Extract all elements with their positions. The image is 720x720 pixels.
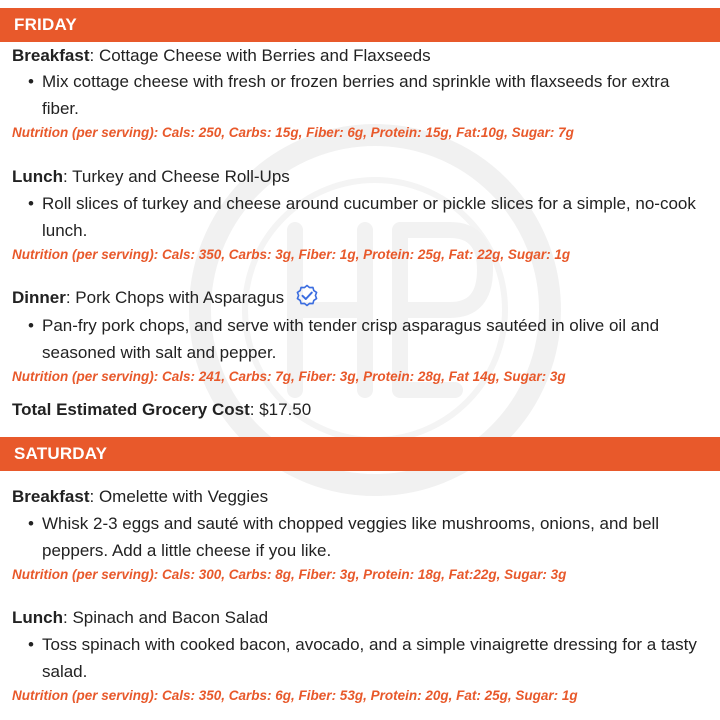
nutrition-saturday-lunch: Nutrition (per serving): Cals: 350, Carbs: 6g, Fiber: 53g, Protein: 20g, Fat: 25g, Sugar: 1g [12, 688, 578, 703]
meal-dish: Pork Chops with Asparagus [75, 288, 285, 307]
verified-check-icon [295, 284, 319, 308]
meal-instruction-saturday-lunch [20, 631, 710, 685]
meal-kind: Breakfast [12, 487, 90, 506]
instruction-text: Roll slices of turkey and cheese around cucumber or pickle slices for a simple, no-cook lunch. [42, 194, 696, 240]
meal-dish: Omelette with Veggies [98, 487, 269, 506]
instruction-text: Pan-fry pork chops, and serve with tender crisp asparagus sautéed in olive oil and seasoned with salt and pepper. [42, 316, 660, 362]
nutrition-friday-lunch: Nutrition (per serving): Cals: 350, Carbs: 3g, Fiber: 1g, Protein: 25g, Fat: 22g, Sugar: 1g [12, 247, 571, 262]
instruction-text: Toss spinach with cooked bacon, avocado, and a simple vinaigrette dressing for a tasty salad. [42, 635, 697, 681]
day-name: FRIDAY [14, 15, 77, 34]
day-header-saturday [0, 437, 720, 471]
meal-kind: Lunch [12, 167, 63, 186]
nutrition-friday-breakfast: Nutrition (per serving): Cals: 250, Carbs: 15g, Fiber: 6g, Protein: 15g, Fat:10g, Sugar: 7g [12, 125, 574, 140]
meal-instruction-friday-breakfast [20, 68, 710, 122]
nutrition-friday-dinner: Nutrition (per serving): Cals: 241, Carbs: 7g, Fiber: 3g, Protein: 28g, Fat 14g, Sugar: 3g [12, 369, 566, 384]
meal-kind: Lunch [12, 608, 63, 627]
bullet-icon: • [28, 194, 34, 213]
instruction-text: Mix cottage cheese with fresh or frozen berries and sprinkle with flaxseeds for extra fiber. [42, 72, 670, 118]
bullet-icon: • [28, 635, 34, 654]
day-name: SATURDAY [14, 444, 108, 463]
bullet-icon: • [28, 72, 34, 91]
meal-kind: Dinner [12, 288, 66, 307]
meal-dish: Spinach and Bacon Salad [72, 608, 269, 627]
total-label: Total Estimated Grocery Cost [12, 400, 250, 419]
meal-title-friday-lunch: Lunch: Turkey and Cheese Roll-Ups [12, 167, 290, 186]
total-value: $17.50 [259, 400, 312, 419]
meal-instruction-saturday-breakfast [20, 510, 710, 564]
meal-instruction-friday-lunch [20, 190, 710, 244]
total-grocery-cost: Total Estimated Grocery Cost: $17.50 [12, 400, 312, 419]
meal-title-friday-dinner: Dinner: Pork Chops with Asparagus [12, 287, 319, 309]
day-header-friday [0, 8, 720, 42]
instruction-text: Whisk 2-3 eggs and sauté with chopped veggies like mushrooms, onions, and bell peppers. Add a little cheese if you like. [42, 514, 660, 560]
meal-title-friday-breakfast: Breakfast: Cottage Cheese with Berries and Flaxseeds [12, 46, 431, 65]
meal-dish: Cottage Cheese with Berries and Flaxseeds [98, 46, 431, 65]
meal-kind: Breakfast [12, 46, 90, 65]
meal-title-saturday-lunch: Lunch: Spinach and Bacon Salad [12, 608, 269, 627]
meal-title-saturday-breakfast: Breakfast: Omelette with Veggies [12, 487, 269, 506]
nutrition-saturday-breakfast: Nutrition (per serving): Cals: 300, Carbs: 8g, Fiber: 3g, Protein: 18g, Fat:22g, Sugar: 3g [12, 567, 567, 582]
bullet-icon: • [28, 316, 34, 335]
bullet-icon: • [28, 514, 34, 533]
meal-instruction-friday-dinner [20, 312, 710, 366]
meal-dish: Turkey and Cheese Roll-Ups [72, 167, 290, 186]
